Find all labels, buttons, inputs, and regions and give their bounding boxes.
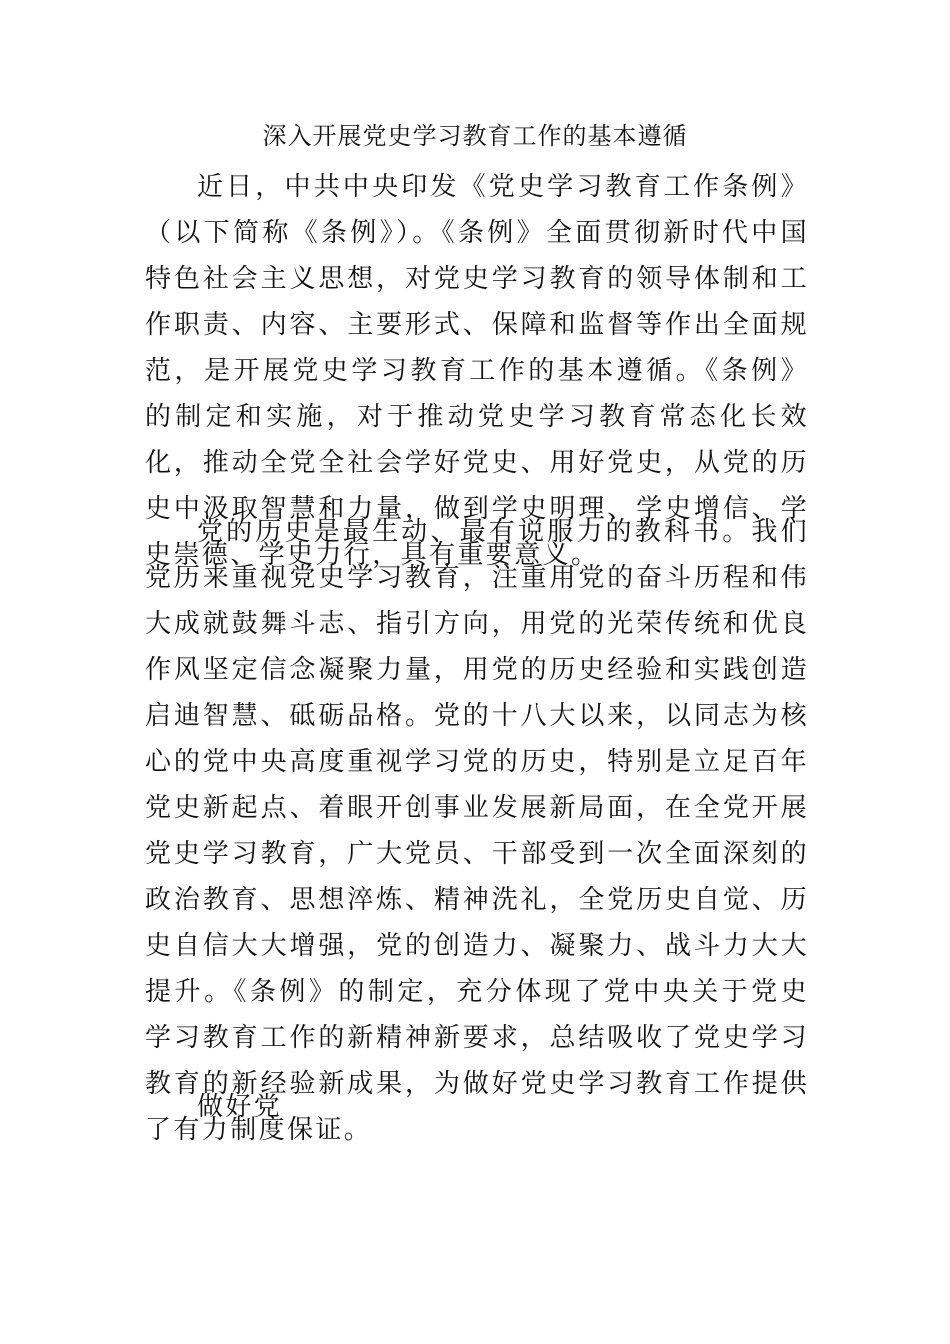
- document-title: 深入开展党史学习教育工作的基本遵循: [262, 122, 688, 150]
- paragraph-1: 近日，中共中央印发《党史学习教育工作条例》（以下简称《条例》）。《条例》全面贯彻新时代中国特色社会主义思想，对党史学习教育的领导体制和工作职责、内容、主要形式、保障和监督等作出全面规范，是开展党史学习教育工作的基本遵循。《条例》的制定和实施，对于推动党史学习教育常态化长效化，推动全党全社会学好党史、用好党史，从党的历史中汲取智慧和力量，做到学史明理、学史增信、学史崇德、学史力行，具有重要意义。: [145, 172, 809, 570]
- paragraph-3: 做好党: [197, 1092, 283, 1122]
- paragraph-2: 党的历史是最生动、最有说服力的教科书。我们党历来重视党史学习教育，注重用党的奋斗历程和伟大成就鼓舞斗志、指引方向，用党的光荣传统和优良作风坚定信念凝聚力量，用党的历史经验和实践创造启迪智慧、砥砺品格。党的十八大以来，以同志为核心的党中央高度重视学习党的历史，特别是立足百年党史新起点、着眼开创事业发展新局面，在全党开展党史学习教育，广大党员、干部受到一次全面深刻的政治教育、思想淬炼、精神洗礼，全党历史自觉、历史自信大大增强，党的创造力、凝聚力、战斗力大大提升。《条例》的制定，充分体现了党中央关于党史学习教育工作的新精神新要求，总结吸收了党史学习教育的新经验新成果，为做好党史学习教育工作提供了有力制度保证。: [145, 517, 809, 1145]
